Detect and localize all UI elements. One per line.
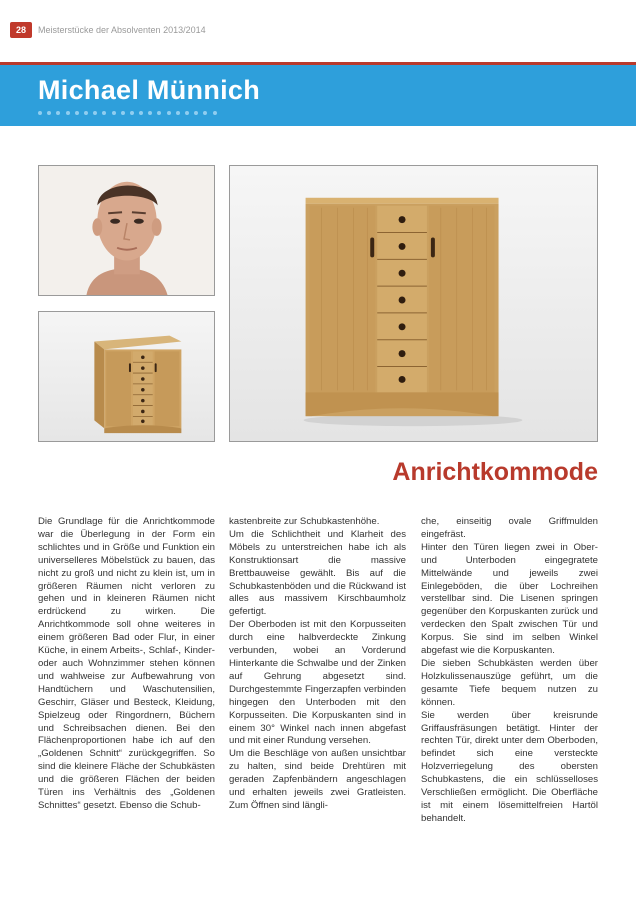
paragraph: Sie werden über kreisrunde Griffausfräsungen betätigt. Hinter der rechten Tür, direkt unter dem Oberboden, befindet sich eine versteckte Holzverriegelung des obersten Schubkastens, die ein schlüsselloses Verschließen ermöglicht. Die Oberfläche ist mit einem lösemittelfreien Hartöl behandelt. [421,709,598,824]
dot-divider [38,111,217,115]
page-number: 28 [10,22,32,38]
cabinet-front-photo [229,165,598,442]
author-portrait-photo [38,165,215,296]
page-header [0,0,636,62]
author-banner [0,62,636,126]
author-name: Michael Münnich [38,75,261,105]
paragraph: Die sieben Schubkästen werden über Holzkulissenauszüge geführt, um die gesamte Tiefe bequem nutzen zu können. [421,657,598,708]
paragraph: Die Grundlage für die Anrichtkommode war die Überlegung in der Form ein schlichtes und in Größe und Funktion ein universelleres Möbelstück zu bauen, das nicht zu groß und nicht zu klein ist, um in größeren Räumen nicht verloren zu gehen und in kleineren Räumen nicht erdrückend zu wirken. Die Anrichtkommode soll ohne weiteres in einem größeren Bad oder Flur, in einer Küche, in einem Arbeits-, Schlaf-, Kinder- oder auch Wohnzimmer stehen können und wahlweise zur Aufbewahrung von Handtüchern und Waschutensilien, Geschirr, Gläser und Besteck, Kleidung, Spielzeug oder Ringordnern, Büchern und Schreibsachen dienen. Bei den Flächenproportionen habe ich auf den „Goldenen Schnitt“ zurückgegriffen. So sind die kleinere Fläche der Schubkästen und die größeren Flächen der beiden Türen ins Verhältnis des „Goldenen Schnittes“ gesetzt. Ebenso die Schub- [38,516,215,811]
paragraph: Um die Beschläge von außen unsichtbar zu halten, sind beide Drehtüren mit geraden Zapfenbändern angeschlagen und erhalten jeweils zwei Gratleisten. Zum Öffnen sind längli- [229,748,406,811]
paragraph: Hinter den Türen liegen zwei in Ober- und Unterboden eingegratete Mittelwände und jeweils zwei Einlegeböden, die über Lochreihen verstellbar sind. Die Lisenen springen gegenüber den Korpuskanten zurück und verdecken den Spalt zwischen Tür und Korpus. Sie sind im selben Winkel abgefast wie die Korpuskanten. [421,541,598,657]
paragraph: Um die Schlichtheit und Klarheit des Möbels zu unterstreichen habe ich als Konstruktionsart die massive Brettbauweise gewählt. Bis auf die Schubkastenböden und die Rückwand ist alles aus massivem Kirschbaumholz gefertigt. [229,528,406,618]
paragraph: kastenbreite zur Schubkastenhöhe. [229,516,380,527]
cabinet-angle-photo [38,311,215,442]
portrait-illustration [39,166,214,295]
text-column-3 [421,516,598,826]
paragraph: Der Oberboden ist mit den Korpusseiten durch eine halbverdeckte Zinkung verbunden, wobei an Vorderund Hinterkante die Schwalbe und der Zinken auf Gehrung abgesetzt sind. Durchgestemmte Fingerzapfen verbinden hingegen den Unterboden mit den Korpusseiten. Die Korpuskanten sind in einem 30° Winkel nach innen abgefast und mit einer Rundung versehen. [229,619,406,747]
paragraph: che, einseitig ovale Griffmulden eingefräst. [421,516,598,540]
running-head: Meisterstücke der Absolventen 2013/2014 [38,25,206,35]
text-column-1 [38,516,215,813]
cabinet-front-illustration [230,166,597,441]
cabinet-angle-illustration [39,312,214,441]
text-column-2 [229,516,406,813]
article-title: Anrichtkommode [392,458,598,486]
